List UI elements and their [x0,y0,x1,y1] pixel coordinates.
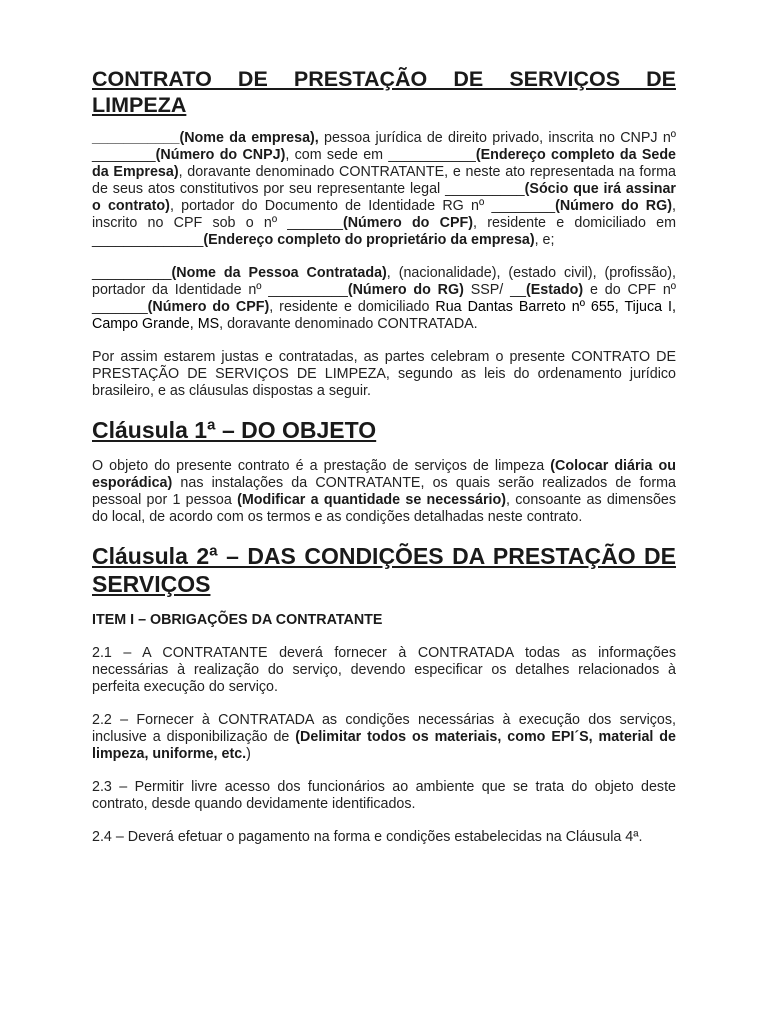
paragraph-text: nas instalações da CONTRATANTE, os quais serão realizados de forma pessoal por 1 pessoa [92,475,676,508]
placeholder-rg: (Número do RG) [347,282,464,298]
paragraph-text: , com sede em ___________ [285,147,476,163]
paragraph-text: , doravante denominado CONTRATANTE, e neste ato representada na forma de seus atos constitutivos por seu representante legal __________ [92,164,676,197]
contratante-qualification-paragraph [92,130,676,249]
placeholder-frequency: (Colocar diária ou esporádica) [92,458,676,491]
placeholder-contracted-name: (Nome da Pessoa Contratada) [171,265,387,281]
paragraph-text: , doravante denominado CONTRATADA. [219,316,478,332]
clause-1-heading: Cláusula 1ª – DO OBJETO [92,417,377,443]
clause-1-paragraph [92,458,676,526]
placeholder-signing-partner: (Sócio que irá assinar o contrato) [92,181,676,214]
document-title-line-2: LIMPEZA [92,93,187,117]
paragraph-text: __________ [92,265,172,281]
item-2-4-paragraph: 2.4 – Deverá efetuar o pagamento na forma e condições estabelecidas na Cláusula 4ª. [92,829,643,845]
contratada-qualification-paragraph [92,265,676,333]
placeholder-cnpj: (Número do CNPJ) [155,147,286,163]
placeholder-rg: (Número do RG) [555,198,673,214]
paragraph-text: , e; [534,232,555,248]
placeholder-company-address: (Endereço completo da Sede da Empresa) [92,147,677,180]
paragraph-text: , residente e domiciliado [269,299,436,315]
agreement-paragraph: Por assim estarem justas e contratadas, as partes celebram o presente CONTRATO DE PRESTAÇÃO DE SERVIÇOS DE LIMPEZA, segundo as leis do ordenamento jurídico brasileiro, e as cláusulas dispostas a seguir. [92,349,676,399]
paragraph-text: , (nacionalidade), (estado civil), (profissão), portador da Identidade nº __________ [92,265,676,298]
item-2-2-paragraph [92,712,676,763]
document-body [92,66,676,862]
placeholder-cpf: (Número do CPF) [342,215,473,231]
placeholder-state: (Estado) [525,282,584,298]
paragraph-text: , consoante as dimensões do local, de acordo com os termos e as condições detalhadas neste contrato. [92,492,676,525]
placeholder-cpf: (Número do CPF) [147,299,270,315]
paragraph-text: ) [246,746,251,762]
item-2-1-paragraph: 2.1 – A CONTRATANTE deverá fornecer à CONTRATADA todas as informações necessárias à realização do serviço, devendo especificar os detalhes relacionados à perfeita execução do serviço. [92,645,676,695]
paragraph-text: SSP/ __ [463,282,526,298]
placeholder-company-name: ___________(Nome da empresa), [92,130,319,146]
paragraph-text: e do CPF nº _______ [92,282,677,315]
item-2-3-paragraph: 2.3 – Permitir livre acesso dos funcionários ao ambiente que se trata do objeto deste contrato, desde quando devidamente identificados. [92,779,676,812]
clause-2-heading: Cláusula 2ª – DAS CONDIÇÕES DA PRESTAÇÃO DE SERVIÇOS [92,543,676,597]
paragraph-text: , inscrito no CPF sob o nº _______ [92,198,676,231]
placeholder-owner-address: (Endereço completo do proprietário da empresa) [203,232,535,248]
placeholder-quantity: (Modificar a quantidade se necessário) [237,492,507,508]
document-title [92,66,676,118]
contracted-address: Rua Dantas Barreto nº 655, Tijuca I, Campo Grande, MS [92,299,676,332]
paragraph-text: pessoa jurídica de direito privado, inscrita no CNPJ nº ________ [92,130,676,163]
paragraph-text: , residente e domiciliado em ______________ [92,215,677,248]
paragraph-text: , portador do Documento de Identidade RG nº ________ [169,198,556,214]
item-1-heading: ITEM I – OBRIGAÇÕES DA CONTRATANTE [92,612,383,628]
paragraph-text: O objeto do presente contrato é a prestação de serviços de limpeza [92,458,551,474]
placeholder-materials: (Delimitar todos os materiais, como EPI´S, material de limpeza, uniforme, etc. [92,729,676,762]
paragraph-text: 2.2 – Fornecer à CONTRATADA as condições necessárias à execução dos serviços, inclusive a disponibilização de [92,712,676,745]
document-title-line-1: CONTRATO DE PRESTAÇÃO DE SERVIÇOS DE [92,67,676,91]
